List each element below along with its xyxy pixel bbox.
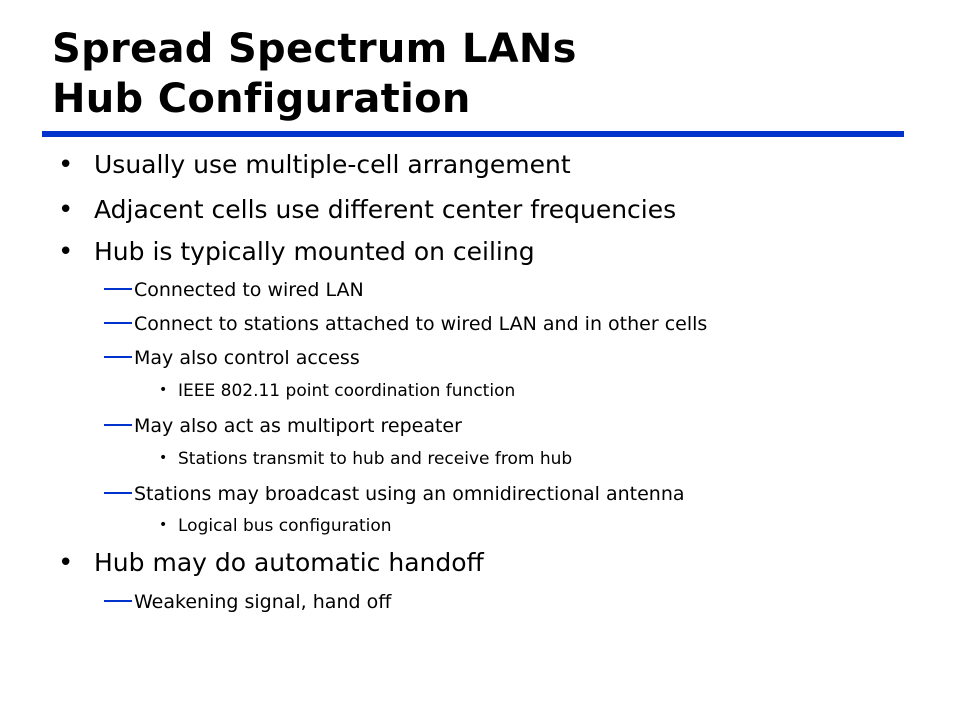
title-line-2: Hub Configuration	[52, 76, 471, 122]
sub-sub-bullet-text: Logical bus configuration	[178, 516, 392, 536]
bullet-text: Usually use multiple-cell arrangement	[94, 150, 571, 179]
sub-bullet-text: May also control access	[134, 347, 360, 369]
small-dot-icon: •	[159, 450, 168, 466]
em-dash-icon	[104, 288, 132, 290]
em-dash-icon	[104, 356, 132, 358]
em-dash-icon	[104, 492, 132, 494]
bullet-dot-icon: •	[58, 548, 74, 578]
sub-bullet-text: Stations may broadcast using an omnidirectional antenna	[134, 483, 685, 505]
bullet-dot-icon: •	[58, 150, 74, 180]
bullet-dot-icon: •	[58, 237, 74, 267]
sub-bullet-text: Connected to wired LAN	[134, 279, 364, 301]
sub-sub-bullet-text: IEEE 802.11 point coordination function	[178, 381, 516, 401]
small-dot-icon: •	[159, 517, 168, 533]
title-line-1: Spread Spectrum LANs	[52, 26, 577, 72]
small-dot-icon: •	[159, 382, 168, 398]
sub-bullet-text: Connect to stations attached to wired LAN and in other cells	[134, 313, 708, 335]
bullet-dot-icon: •	[58, 195, 74, 225]
bullet-text: Adjacent cells use different center frequencies	[94, 195, 677, 224]
sub-bullet-text: Weakening signal, hand off	[134, 591, 392, 613]
em-dash-icon	[104, 600, 132, 602]
em-dash-icon	[104, 424, 132, 426]
bullet-text: Hub may do automatic handoff	[94, 548, 484, 577]
sub-sub-bullet-text: Stations transmit to hub and receive from hub	[178, 449, 573, 469]
em-dash-icon	[104, 322, 132, 324]
sub-bullet-text: May also act as multiport repeater	[134, 415, 462, 437]
bullet-text: Hub is typically mounted on ceiling	[94, 237, 535, 266]
